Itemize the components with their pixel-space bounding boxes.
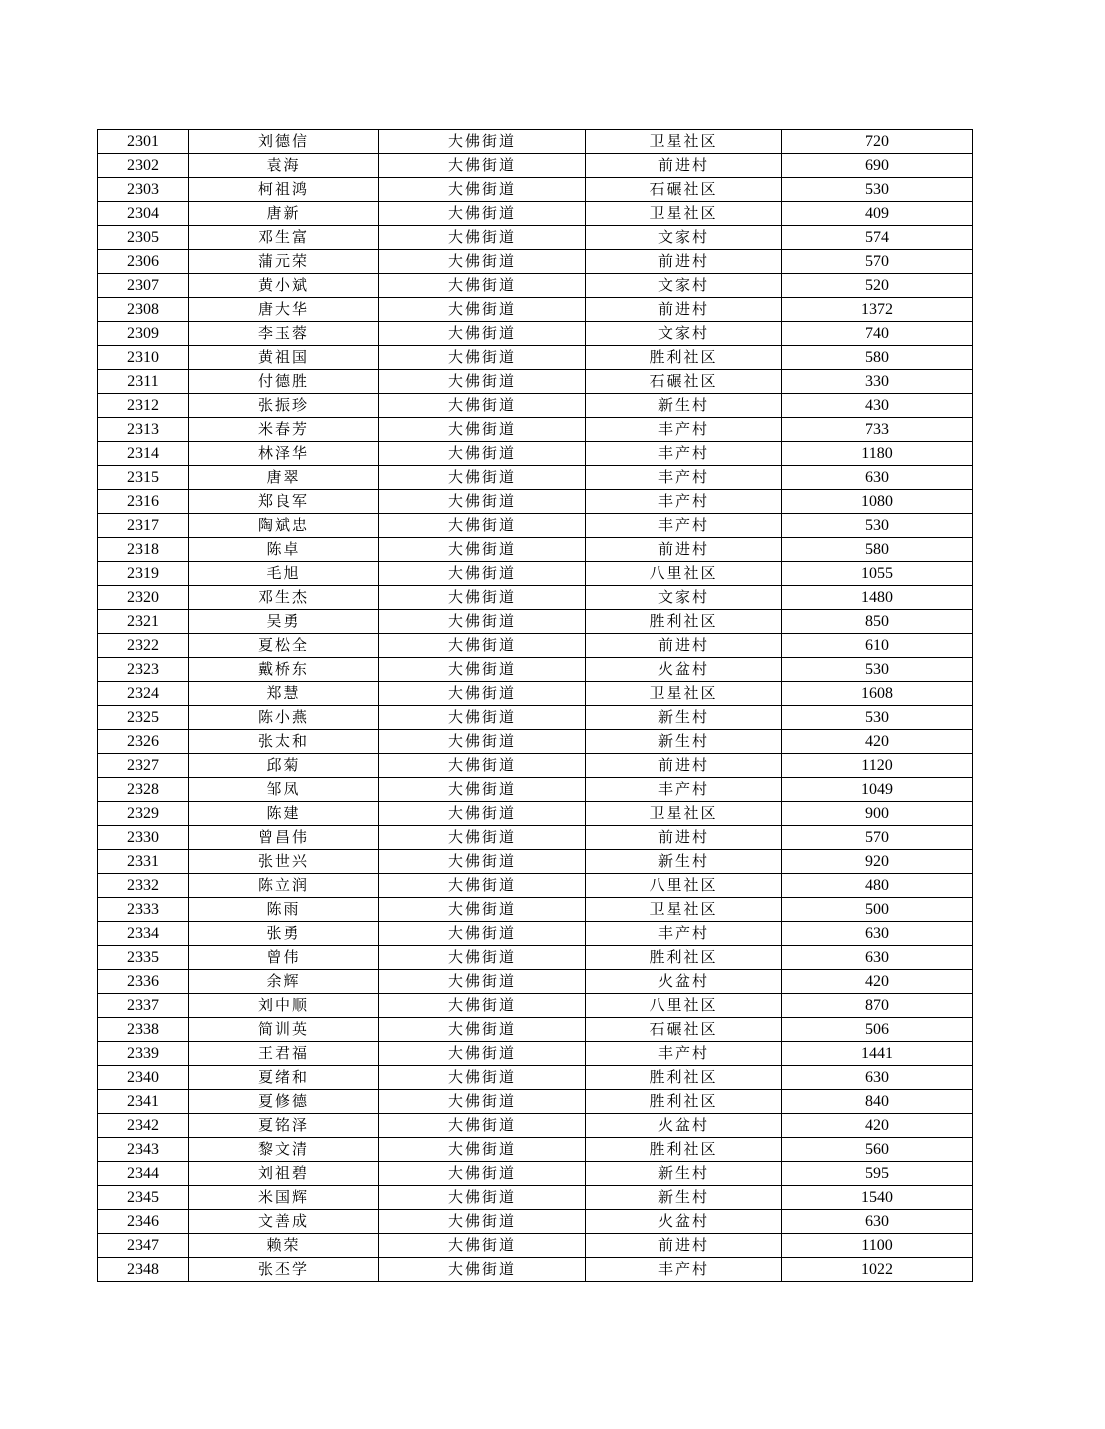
community-cell: 丰产村 (586, 1042, 782, 1066)
name-cell: 陈立润 (189, 874, 379, 898)
street-cell: 大佛街道 (379, 1138, 586, 1162)
table-row (98, 658, 973, 682)
table-row (98, 466, 973, 490)
row-number-cell: 2310 (98, 346, 189, 370)
table-row (98, 778, 973, 802)
street-cell: 大佛街道 (379, 658, 586, 682)
row-number-cell: 2315 (98, 466, 189, 490)
row-number-cell: 2340 (98, 1066, 189, 1090)
name-cell: 邓生杰 (189, 586, 379, 610)
street-cell: 大佛街道 (379, 682, 586, 706)
community-cell: 丰产村 (586, 466, 782, 490)
table-row (98, 1114, 973, 1138)
street-cell: 大佛街道 (379, 178, 586, 202)
row-number-cell: 2347 (98, 1234, 189, 1258)
name-cell: 刘德信 (189, 130, 379, 154)
table-row (98, 922, 973, 946)
name-cell: 陈雨 (189, 898, 379, 922)
name-cell: 陈建 (189, 802, 379, 826)
amount-cell: 733 (782, 418, 973, 442)
street-cell: 大佛街道 (379, 1258, 586, 1282)
street-cell: 大佛街道 (379, 298, 586, 322)
row-number-cell: 2317 (98, 514, 189, 538)
name-cell: 吴勇 (189, 610, 379, 634)
row-number-cell: 2320 (98, 586, 189, 610)
community-cell: 火盆村 (586, 658, 782, 682)
row-number-cell: 2303 (98, 178, 189, 202)
street-cell: 大佛街道 (379, 802, 586, 826)
row-number-cell: 2328 (98, 778, 189, 802)
street-cell: 大佛街道 (379, 874, 586, 898)
table-row (98, 226, 973, 250)
row-number-cell: 2329 (98, 802, 189, 826)
name-cell: 张世兴 (189, 850, 379, 874)
name-cell: 黎文清 (189, 1138, 379, 1162)
row-number-cell: 2342 (98, 1114, 189, 1138)
amount-cell: 1022 (782, 1258, 973, 1282)
table-row (98, 1042, 973, 1066)
community-cell: 前进村 (586, 538, 782, 562)
name-cell: 夏松全 (189, 634, 379, 658)
row-number-cell: 2334 (98, 922, 189, 946)
street-cell: 大佛街道 (379, 418, 586, 442)
table-row (98, 994, 973, 1018)
street-cell: 大佛街道 (379, 922, 586, 946)
amount-cell: 520 (782, 274, 973, 298)
name-cell: 文善成 (189, 1210, 379, 1234)
name-cell: 王君福 (189, 1042, 379, 1066)
name-cell: 李玉蓉 (189, 322, 379, 346)
amount-cell: 740 (782, 322, 973, 346)
amount-cell: 1608 (782, 682, 973, 706)
street-cell: 大佛街道 (379, 562, 586, 586)
amount-cell: 900 (782, 802, 973, 826)
name-cell: 邓生富 (189, 226, 379, 250)
row-number-cell: 2304 (98, 202, 189, 226)
row-number-cell: 2338 (98, 1018, 189, 1042)
amount-cell: 580 (782, 346, 973, 370)
table-row (98, 298, 973, 322)
table-row (98, 1258, 973, 1282)
amount-cell: 530 (782, 658, 973, 682)
name-cell: 陈卓 (189, 538, 379, 562)
name-cell: 米春芳 (189, 418, 379, 442)
row-number-cell: 2331 (98, 850, 189, 874)
community-cell: 火盆村 (586, 1114, 782, 1138)
community-cell: 火盆村 (586, 1210, 782, 1234)
community-cell: 火盆村 (586, 970, 782, 994)
community-cell: 胜利社区 (586, 610, 782, 634)
row-number-cell: 2325 (98, 706, 189, 730)
table-row (98, 1138, 973, 1162)
row-number-cell: 2330 (98, 826, 189, 850)
community-cell: 文家村 (586, 226, 782, 250)
community-cell: 新生村 (586, 706, 782, 730)
street-cell: 大佛街道 (379, 250, 586, 274)
name-cell: 郑良军 (189, 490, 379, 514)
community-cell: 文家村 (586, 274, 782, 298)
record-table (97, 129, 973, 1282)
name-cell: 蒲元荣 (189, 250, 379, 274)
amount-cell: 630 (782, 946, 973, 970)
name-cell: 张太和 (189, 730, 379, 754)
street-cell: 大佛街道 (379, 730, 586, 754)
table-row (98, 538, 973, 562)
table-row (98, 370, 973, 394)
name-cell: 黄小斌 (189, 274, 379, 298)
table-row (98, 346, 973, 370)
table-row (98, 418, 973, 442)
community-cell: 胜利社区 (586, 1138, 782, 1162)
table-row (98, 610, 973, 634)
row-number-cell: 2336 (98, 970, 189, 994)
row-number-cell: 2348 (98, 1258, 189, 1282)
community-cell: 八里社区 (586, 874, 782, 898)
name-cell: 付德胜 (189, 370, 379, 394)
amount-cell: 409 (782, 202, 973, 226)
community-cell: 丰产村 (586, 514, 782, 538)
table-row (98, 1234, 973, 1258)
table-row (98, 850, 973, 874)
row-number-cell: 2341 (98, 1090, 189, 1114)
amount-cell: 530 (782, 706, 973, 730)
name-cell: 余辉 (189, 970, 379, 994)
community-cell: 卫星社区 (586, 802, 782, 826)
street-cell: 大佛街道 (379, 1066, 586, 1090)
amount-cell: 840 (782, 1090, 973, 1114)
name-cell: 曾昌伟 (189, 826, 379, 850)
name-cell: 唐新 (189, 202, 379, 226)
street-cell: 大佛街道 (379, 514, 586, 538)
table-row (98, 874, 973, 898)
record-table-body (98, 130, 973, 1282)
name-cell: 唐翠 (189, 466, 379, 490)
row-number-cell: 2333 (98, 898, 189, 922)
name-cell: 林泽华 (189, 442, 379, 466)
table-row (98, 154, 973, 178)
amount-cell: 574 (782, 226, 973, 250)
street-cell: 大佛街道 (379, 970, 586, 994)
table-row (98, 1066, 973, 1090)
row-number-cell: 2308 (98, 298, 189, 322)
name-cell: 张丕学 (189, 1258, 379, 1282)
table-row (98, 970, 973, 994)
community-cell: 卫星社区 (586, 130, 782, 154)
amount-cell: 720 (782, 130, 973, 154)
community-cell: 胜利社区 (586, 346, 782, 370)
table-row (98, 130, 973, 154)
community-cell: 文家村 (586, 322, 782, 346)
name-cell: 陶斌忠 (189, 514, 379, 538)
name-cell: 黄祖国 (189, 346, 379, 370)
table-row (98, 322, 973, 346)
name-cell: 夏铭泽 (189, 1114, 379, 1138)
amount-cell: 420 (782, 1114, 973, 1138)
street-cell: 大佛街道 (379, 442, 586, 466)
row-number-cell: 2326 (98, 730, 189, 754)
row-number-cell: 2309 (98, 322, 189, 346)
row-number-cell: 2306 (98, 250, 189, 274)
amount-cell: 1480 (782, 586, 973, 610)
street-cell: 大佛街道 (379, 202, 586, 226)
street-cell: 大佛街道 (379, 538, 586, 562)
community-cell: 新生村 (586, 1186, 782, 1210)
name-cell: 陈小燕 (189, 706, 379, 730)
street-cell: 大佛街道 (379, 1114, 586, 1138)
row-number-cell: 2339 (98, 1042, 189, 1066)
row-number-cell: 2312 (98, 394, 189, 418)
table-row (98, 898, 973, 922)
amount-cell: 1049 (782, 778, 973, 802)
community-cell: 丰产村 (586, 922, 782, 946)
row-number-cell: 2322 (98, 634, 189, 658)
amount-cell: 330 (782, 370, 973, 394)
name-cell: 刘中顺 (189, 994, 379, 1018)
name-cell: 简训英 (189, 1018, 379, 1042)
table-row (98, 202, 973, 226)
amount-cell: 570 (782, 826, 973, 850)
street-cell: 大佛街道 (379, 634, 586, 658)
street-cell: 大佛街道 (379, 154, 586, 178)
amount-cell: 1540 (782, 1186, 973, 1210)
table-row (98, 946, 973, 970)
name-cell: 刘祖碧 (189, 1162, 379, 1186)
street-cell: 大佛街道 (379, 706, 586, 730)
community-cell: 丰产村 (586, 490, 782, 514)
row-number-cell: 2344 (98, 1162, 189, 1186)
table-row (98, 754, 973, 778)
street-cell: 大佛街道 (379, 490, 586, 514)
amount-cell: 580 (782, 538, 973, 562)
amount-cell: 530 (782, 514, 973, 538)
community-cell: 石碾社区 (586, 370, 782, 394)
amount-cell: 570 (782, 250, 973, 274)
row-number-cell: 2324 (98, 682, 189, 706)
street-cell: 大佛街道 (379, 1090, 586, 1114)
name-cell: 张振珍 (189, 394, 379, 418)
table-row (98, 682, 973, 706)
street-cell: 大佛街道 (379, 466, 586, 490)
row-number-cell: 2335 (98, 946, 189, 970)
community-cell: 石碾社区 (586, 1018, 782, 1042)
table-row (98, 178, 973, 202)
street-cell: 大佛街道 (379, 1186, 586, 1210)
table-row (98, 1210, 973, 1234)
amount-cell: 506 (782, 1018, 973, 1042)
street-cell: 大佛街道 (379, 1234, 586, 1258)
row-number-cell: 2327 (98, 754, 189, 778)
amount-cell: 1120 (782, 754, 973, 778)
amount-cell: 500 (782, 898, 973, 922)
community-cell: 前进村 (586, 634, 782, 658)
table-row (98, 274, 973, 298)
amount-cell: 420 (782, 730, 973, 754)
amount-cell: 1180 (782, 442, 973, 466)
name-cell: 唐大华 (189, 298, 379, 322)
street-cell: 大佛街道 (379, 610, 586, 634)
street-cell: 大佛街道 (379, 1042, 586, 1066)
community-cell: 胜利社区 (586, 1066, 782, 1090)
table-row (98, 730, 973, 754)
name-cell: 袁海 (189, 154, 379, 178)
community-cell: 新生村 (586, 1162, 782, 1186)
amount-cell: 1080 (782, 490, 973, 514)
row-number-cell: 2319 (98, 562, 189, 586)
row-number-cell: 2332 (98, 874, 189, 898)
name-cell: 夏绪和 (189, 1066, 379, 1090)
table-row (98, 634, 973, 658)
street-cell: 大佛街道 (379, 586, 586, 610)
community-cell: 卫星社区 (586, 202, 782, 226)
table-row (98, 826, 973, 850)
amount-cell: 480 (782, 874, 973, 898)
name-cell: 邱菊 (189, 754, 379, 778)
community-cell: 前进村 (586, 298, 782, 322)
community-cell: 前进村 (586, 1234, 782, 1258)
row-number-cell: 2343 (98, 1138, 189, 1162)
amount-cell: 850 (782, 610, 973, 634)
amount-cell: 630 (782, 466, 973, 490)
community-cell: 丰产村 (586, 778, 782, 802)
street-cell: 大佛街道 (379, 1162, 586, 1186)
community-cell: 丰产村 (586, 1258, 782, 1282)
community-cell: 前进村 (586, 826, 782, 850)
row-number-cell: 2305 (98, 226, 189, 250)
name-cell: 赖荣 (189, 1234, 379, 1258)
community-cell: 胜利社区 (586, 946, 782, 970)
street-cell: 大佛街道 (379, 754, 586, 778)
row-number-cell: 2313 (98, 418, 189, 442)
row-number-cell: 2316 (98, 490, 189, 514)
table-row (98, 1162, 973, 1186)
table-row (98, 394, 973, 418)
row-number-cell: 2337 (98, 994, 189, 1018)
street-cell: 大佛街道 (379, 322, 586, 346)
street-cell: 大佛街道 (379, 394, 586, 418)
table-row (98, 1018, 973, 1042)
name-cell: 邹凤 (189, 778, 379, 802)
amount-cell: 1055 (782, 562, 973, 586)
street-cell: 大佛街道 (379, 130, 586, 154)
street-cell: 大佛街道 (379, 370, 586, 394)
amount-cell: 870 (782, 994, 973, 1018)
community-cell: 卫星社区 (586, 682, 782, 706)
street-cell: 大佛街道 (379, 994, 586, 1018)
street-cell: 大佛街道 (379, 826, 586, 850)
table-row (98, 490, 973, 514)
community-cell: 八里社区 (586, 562, 782, 586)
row-number-cell: 2346 (98, 1210, 189, 1234)
table-row (98, 586, 973, 610)
amount-cell: 1100 (782, 1234, 973, 1258)
amount-cell: 690 (782, 154, 973, 178)
amount-cell: 595 (782, 1162, 973, 1186)
amount-cell: 420 (782, 970, 973, 994)
table-row (98, 1090, 973, 1114)
name-cell: 毛旭 (189, 562, 379, 586)
street-cell: 大佛街道 (379, 898, 586, 922)
table-row (98, 442, 973, 466)
row-number-cell: 2345 (98, 1186, 189, 1210)
row-number-cell: 2301 (98, 130, 189, 154)
amount-cell: 530 (782, 178, 973, 202)
street-cell: 大佛街道 (379, 778, 586, 802)
amount-cell: 920 (782, 850, 973, 874)
community-cell: 前进村 (586, 154, 782, 178)
name-cell: 戴桥东 (189, 658, 379, 682)
table-row (98, 706, 973, 730)
table-row (98, 514, 973, 538)
amount-cell: 560 (782, 1138, 973, 1162)
row-number-cell: 2323 (98, 658, 189, 682)
street-cell: 大佛街道 (379, 850, 586, 874)
street-cell: 大佛街道 (379, 346, 586, 370)
amount-cell: 630 (782, 1210, 973, 1234)
row-number-cell: 2321 (98, 610, 189, 634)
amount-cell: 630 (782, 1066, 973, 1090)
row-number-cell: 2311 (98, 370, 189, 394)
amount-cell: 430 (782, 394, 973, 418)
community-cell: 前进村 (586, 754, 782, 778)
community-cell: 卫星社区 (586, 898, 782, 922)
name-cell: 曾伟 (189, 946, 379, 970)
community-cell: 石碾社区 (586, 178, 782, 202)
community-cell: 新生村 (586, 730, 782, 754)
row-number-cell: 2302 (98, 154, 189, 178)
name-cell: 米国辉 (189, 1186, 379, 1210)
row-number-cell: 2307 (98, 274, 189, 298)
community-cell: 文家村 (586, 586, 782, 610)
table-row (98, 562, 973, 586)
name-cell: 张勇 (189, 922, 379, 946)
name-cell: 郑慧 (189, 682, 379, 706)
community-cell: 八里社区 (586, 994, 782, 1018)
street-cell: 大佛街道 (379, 1210, 586, 1234)
amount-cell: 1441 (782, 1042, 973, 1066)
street-cell: 大佛街道 (379, 274, 586, 298)
community-cell: 丰产村 (586, 442, 782, 466)
table-row (98, 1186, 973, 1210)
street-cell: 大佛街道 (379, 1018, 586, 1042)
amount-cell: 630 (782, 922, 973, 946)
community-cell: 新生村 (586, 850, 782, 874)
name-cell: 夏修德 (189, 1090, 379, 1114)
community-cell: 丰产村 (586, 418, 782, 442)
amount-cell: 610 (782, 634, 973, 658)
amount-cell: 1372 (782, 298, 973, 322)
row-number-cell: 2318 (98, 538, 189, 562)
community-cell: 新生村 (586, 394, 782, 418)
street-cell: 大佛街道 (379, 946, 586, 970)
table-row (98, 250, 973, 274)
community-cell: 前进村 (586, 250, 782, 274)
community-cell: 胜利社区 (586, 1090, 782, 1114)
street-cell: 大佛街道 (379, 226, 586, 250)
row-number-cell: 2314 (98, 442, 189, 466)
name-cell: 柯祖鸿 (189, 178, 379, 202)
table-row (98, 802, 973, 826)
